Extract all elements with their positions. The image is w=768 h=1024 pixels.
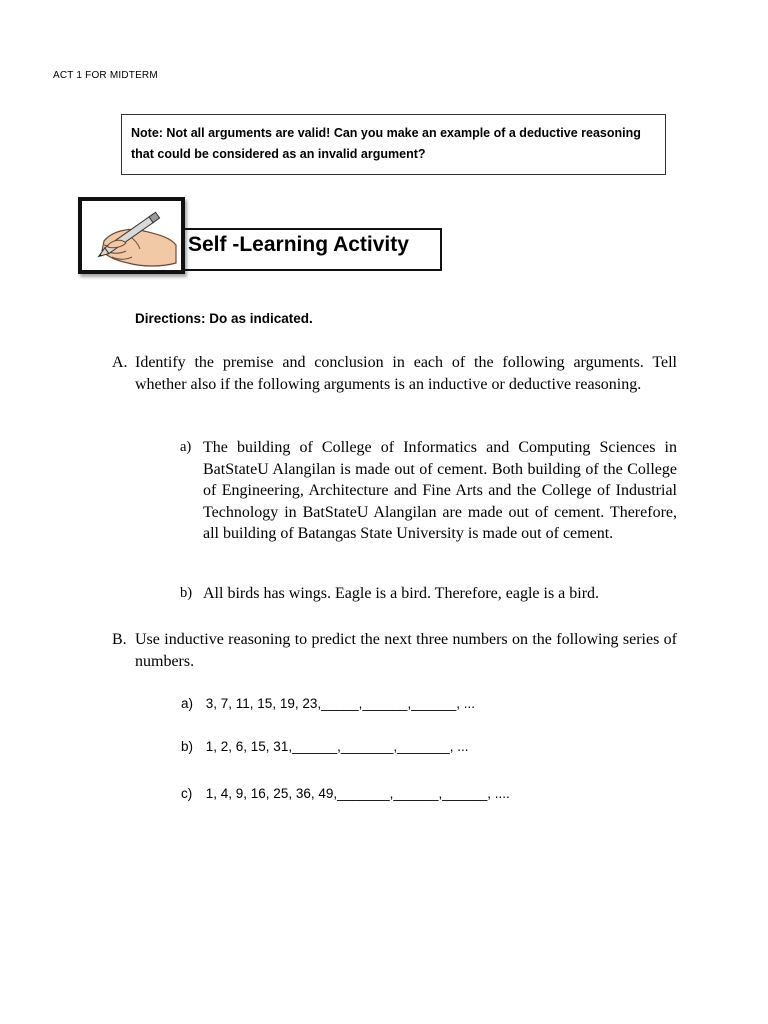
hand-writing-icon <box>82 201 181 270</box>
activity-title: Self -Learning Activity <box>188 233 409 256</box>
item-text: All birds has wings. Eagle is a bird. Therefore, eagle is a bird. <box>203 585 600 602</box>
sequence-item <box>181 739 469 754</box>
document-header-label: ACT 1 FOR MIDTERM <box>53 70 158 81</box>
sequence-text: 3, 7, 11, 15, 19, 23,_____,______,______, ... <box>205 696 475 711</box>
item-label: a) <box>180 439 192 455</box>
section-b-label: B. <box>112 631 127 648</box>
note-line-2: that could be considered as an invalid argument? <box>131 147 426 161</box>
note-box <box>121 114 666 175</box>
list-item <box>180 437 677 545</box>
item-label: a) <box>181 696 194 711</box>
sequence-item <box>181 786 510 801</box>
item-text: The building of College of Informatics and Computing Sciences in BatStateU Alangilan is made out of cement. Both building of the College of Engineering, Architecture and Fine Arts and the College of Industrial Technology in BatStateU Alangilan are made out of cement. Therefore, all building of Batangas State University is made out of cement. <box>203 439 677 542</box>
section-a-text: Identify the premise and conclusion in each of the following arguments. Tell whether also if the following arguments is an inductive or deductive reasoning. <box>135 354 677 393</box>
item-label: c) <box>181 786 193 801</box>
directions-text: Directions: Do as indicated. <box>135 311 313 326</box>
sequence-text: 1, 4, 9, 16, 25, 36, 49,_______,______,______, .... <box>205 786 510 801</box>
item-label: b) <box>180 585 193 601</box>
note-line-1: Note: Not all arguments are valid! Can you make an example of a deductive reasoning <box>131 126 641 140</box>
section-a <box>112 352 677 395</box>
sequence-item <box>181 696 475 711</box>
activity-icon-box <box>78 197 185 274</box>
item-label: b) <box>181 739 194 754</box>
list-item <box>180 583 677 605</box>
section-b <box>112 629 677 672</box>
sequence-text: 1, 2, 6, 15, 31,______,_______,_______, ... <box>205 739 469 754</box>
section-b-text: Use inductive reasoning to predict the next three numbers on the following series of numbers. <box>135 631 677 670</box>
section-a-label: A. <box>112 354 128 371</box>
activity-title-box <box>183 228 442 271</box>
